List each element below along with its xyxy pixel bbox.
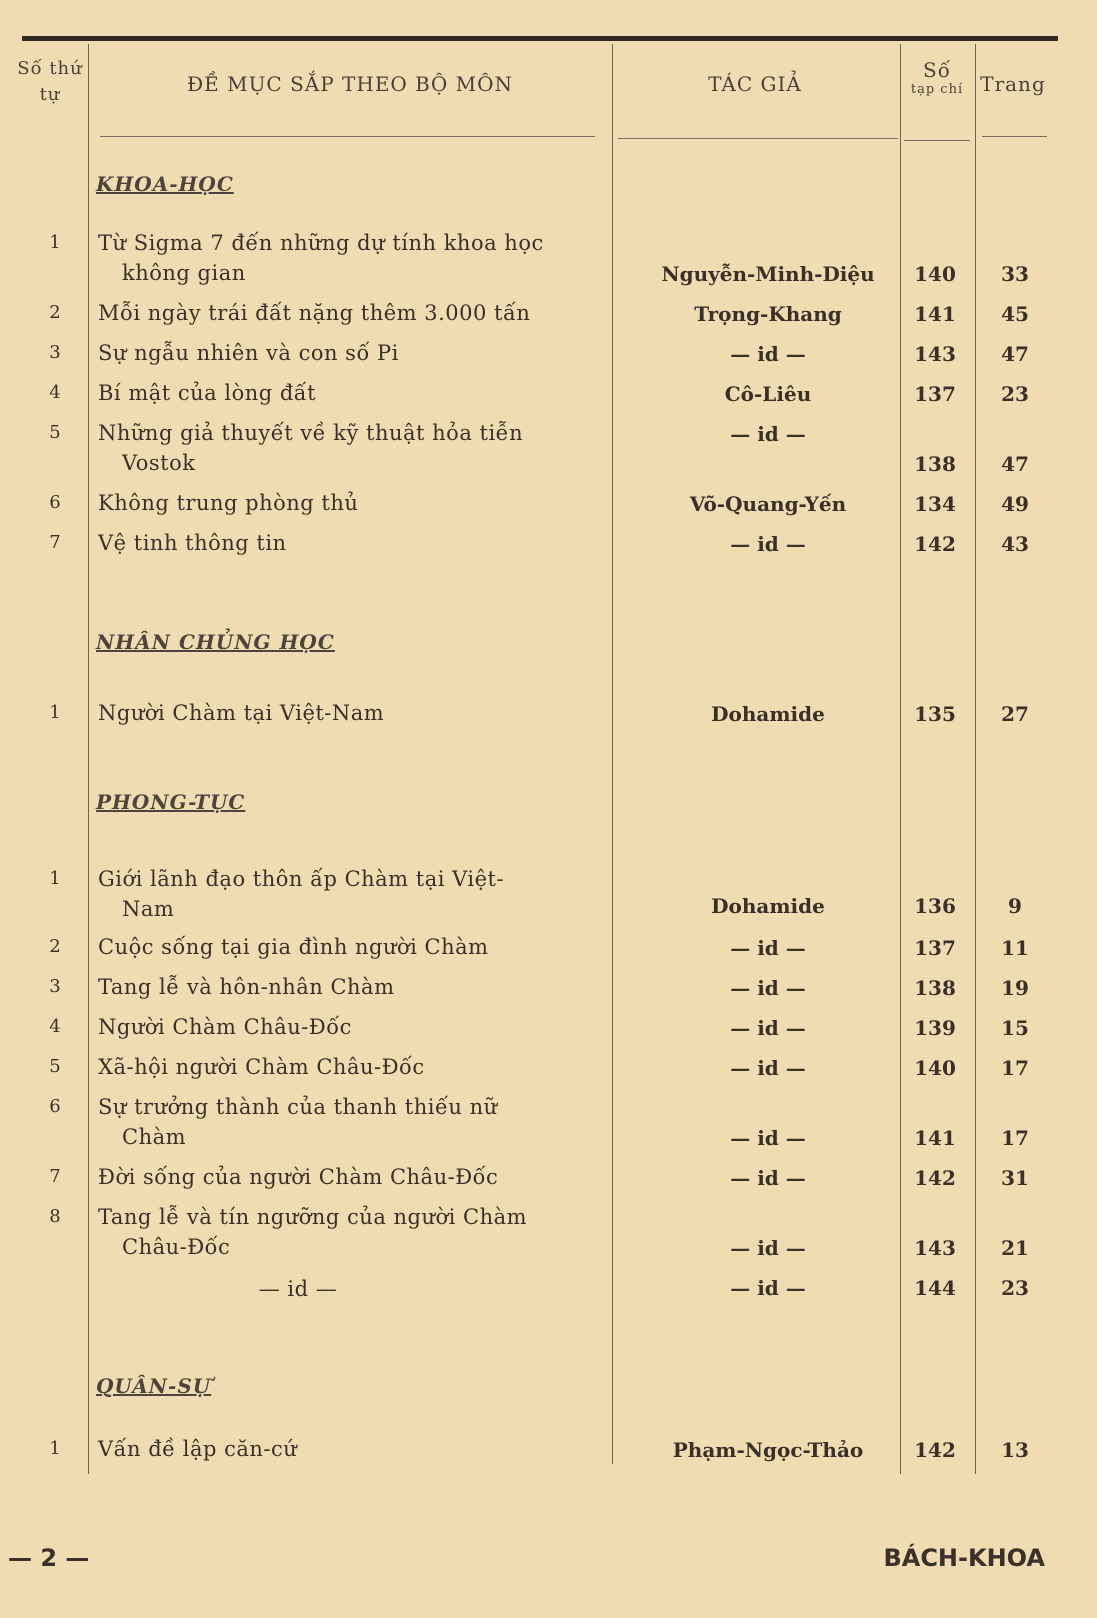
row-issue: 142 [914, 532, 956, 556]
row-number: 7 [49, 1166, 61, 1187]
row-page: 31 [1001, 1166, 1029, 1190]
header-trang: Trang [980, 72, 1046, 96]
section-title: KHOA-HỌC [96, 172, 234, 196]
row-author: — id — [730, 1276, 806, 1300]
col-divider [975, 44, 976, 1474]
header-tac-gia: TÁC GIẢ [708, 72, 802, 96]
page-number: — 2 — [8, 1544, 90, 1572]
header-so-thu-tu: Số thứ tự [17, 58, 83, 105]
row-author: — id — [730, 1016, 806, 1040]
row-number: 2 [49, 302, 61, 323]
row-page: 17 [1001, 1056, 1029, 1080]
header-underline [982, 136, 1047, 137]
row-author: — id — [730, 1166, 806, 1190]
row-title: Từ Sigma 7 đến những dự tính khoa học không gian [98, 231, 544, 285]
row-author: — id — [730, 1126, 806, 1150]
row-issue: 136 [914, 894, 956, 918]
row-issue: 140 [914, 262, 956, 286]
row-issue: 141 [914, 1126, 956, 1150]
row-issue: 135 [914, 702, 956, 726]
row-author: — id — [730, 1056, 806, 1080]
col-divider [88, 44, 89, 1474]
row-page: 33 [1001, 262, 1029, 286]
row-issue: 142 [914, 1438, 956, 1462]
header-underline [904, 140, 970, 141]
row-number: 1 [49, 232, 61, 253]
row-number: 6 [49, 1096, 61, 1117]
row-number: 1 [49, 868, 61, 889]
row-number: 6 [49, 492, 61, 513]
row-title: Tang lễ và hôn-nhân Chàm [98, 975, 395, 999]
header-underline [618, 138, 898, 139]
row-author: Cô-Liêu [724, 382, 812, 406]
row-page: 49 [1001, 492, 1029, 516]
section-title: QUÂN-SỰ [96, 1374, 212, 1398]
row-title: Vấn đề lập căn-cứ [98, 1437, 298, 1461]
row-number: 7 [49, 532, 61, 553]
row-author: Dohamide [711, 702, 825, 726]
row-issue: 143 [914, 1236, 956, 1260]
row-title: Bí mật của lòng đất [98, 381, 317, 405]
row-page: 47 [1001, 342, 1029, 366]
row-title: Không trung phòng thủ [98, 491, 359, 515]
row-page: 27 [1001, 702, 1029, 726]
row-page: 43 [1001, 532, 1029, 556]
row-author: Phạm-Ngọc-Thảo [672, 1438, 864, 1462]
row-number: 1 [49, 702, 61, 723]
publication-name: BÁCH-KHOA [883, 1544, 1045, 1572]
row-issue: 137 [914, 936, 956, 960]
header-so-tap-chi-bottom: tạp chí [910, 82, 964, 97]
header-so-tap-chi [902, 58, 972, 97]
row-author: Trọng-Khang [694, 302, 842, 326]
row-title: Sự ngẫu nhiên và con số Pi [98, 341, 399, 365]
row-page: 45 [1001, 302, 1029, 326]
row-author: — id — [730, 532, 806, 556]
row-issue: 138 [914, 976, 956, 1000]
row-author: — id — [730, 342, 806, 366]
row-author: Nguyễn-Minh-Diệu [661, 262, 875, 286]
row-page: 23 [1001, 382, 1029, 406]
row-number: 5 [49, 422, 61, 443]
row-title: Tang lễ và tín ngưỡng của người Chàm Châu-Đốc [98, 1205, 528, 1259]
row-issue: 143 [914, 342, 956, 366]
row-page: 23 [1001, 1276, 1029, 1300]
section-title: NHÂN CHỦNG HỌC [96, 630, 335, 654]
row-issue: 144 [914, 1276, 956, 1300]
row-page: 9 [1008, 894, 1022, 918]
row-title: Đời sống của người Chàm Châu-Đốc [98, 1165, 499, 1189]
header-so-tap-chi-top: Số [923, 58, 951, 82]
row-number: 8 [49, 1206, 61, 1227]
row-title: Giới lãnh đạo thôn ấp Chàm tại Việt- Nam [98, 867, 505, 921]
row-title: Những giả thuyết về kỹ thuật hỏa tiễn Vostok [98, 421, 524, 475]
row-issue: 140 [914, 1056, 956, 1080]
row-issue: 141 [914, 302, 956, 326]
row-title: Vệ tinh thông tin [98, 531, 287, 555]
row-page: 17 [1001, 1126, 1029, 1150]
row-title: Người Chàm tại Việt-Nam [98, 701, 385, 725]
row-number: 5 [49, 1056, 61, 1077]
row-number: 3 [49, 342, 61, 363]
header-underline [100, 136, 595, 137]
row-number: 3 [49, 976, 61, 997]
top-rule [22, 36, 1058, 41]
row-author: Võ-Quang-Yến [689, 492, 847, 516]
row-number: 2 [49, 936, 61, 957]
row-number: 4 [49, 1016, 61, 1037]
row-title: — id — [258, 1277, 338, 1301]
row-author: Dohamide [711, 894, 825, 918]
row-issue: 139 [914, 1016, 956, 1040]
row-number: 1 [49, 1438, 61, 1459]
row-page: 11 [1001, 936, 1029, 960]
row-author: — id — [730, 936, 806, 960]
row-title: Sự trưởng thành của thanh thiếu nữ Chàm [98, 1095, 498, 1149]
row-title: Mỗi ngày trái đất nặng thêm 3.000 tấn [98, 301, 531, 325]
row-title: Người Chàm Châu-Đốc [98, 1015, 352, 1039]
row-page: 13 [1001, 1438, 1029, 1462]
row-issue: 137 [914, 382, 956, 406]
row-issue: 142 [914, 1166, 956, 1190]
row-title: Xã-hội người Chàm Châu-Đốc [98, 1055, 425, 1079]
header-de-muc: ĐỀ MỤC SẮP THEO BỘ MÔN [186, 72, 513, 96]
row-page: 21 [1001, 1236, 1029, 1260]
col-divider [612, 44, 613, 1464]
row-page: 15 [1001, 1016, 1029, 1040]
row-author: — id — [730, 1236, 806, 1260]
row-page: 19 [1001, 976, 1029, 1000]
row-number: 4 [49, 382, 61, 403]
row-author: — id — [730, 976, 806, 1000]
row-author: — id — [730, 422, 806, 446]
row-issue: 134 [914, 492, 956, 516]
section-title: PHONG-TỤC [96, 790, 246, 814]
row-issue: 138 [914, 452, 956, 476]
row-page: 47 [1001, 452, 1029, 476]
row-title: Cuộc sống tại gia đình người Chàm [98, 935, 489, 959]
